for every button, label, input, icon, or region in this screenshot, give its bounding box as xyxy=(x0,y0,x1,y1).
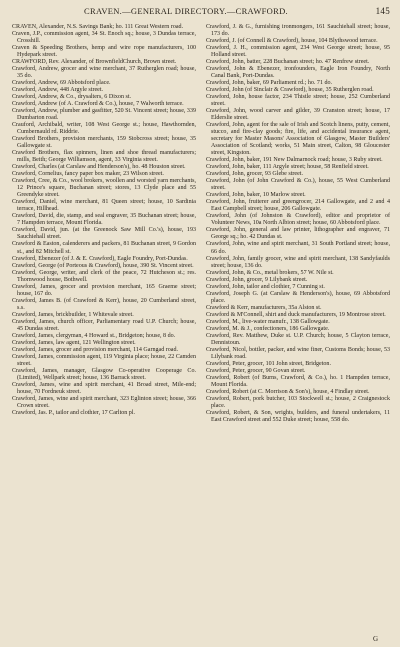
directory-entry: Crawford, Andrew, & Co., drysalters, 6 Dixon st. xyxy=(12,94,132,101)
directory-entry: Crawford, John, general and law printer, lithographer and engraver, 71 George sq.; ho. 42 Dundas st. xyxy=(206,227,390,241)
directory-entry: Crawford Brothers, provision merchants, 159 Stobcross street; house, 35 Gallowgate st. xyxy=(12,136,196,150)
directory-entry: Craven & Speeding Brothers, hemp and wire rope manufacturers, 100 Hydepark street. xyxy=(12,45,196,59)
directory-entry: Crawford, Jas. P., tailor and clothier, 17 Carlton pl. xyxy=(12,409,136,416)
directory-entry: Crawford, John, batter, 228 Buchanan street; ho. 47 Renfrew street. xyxy=(206,59,370,66)
directory-entry: Crawford, James, commission agent, 119 Virginia place; house, 22 Camden street. xyxy=(12,353,196,367)
directory-entry: Crawford, James, church officer, Parliamentary road U.P. Church; house, 45 Dundas street. xyxy=(12,318,196,332)
directory-entry: Crawford, Andrew (of A. Crawford & Co.), house, 7 Walworth terrace. xyxy=(12,101,184,108)
directory-entry: Crawford Brothers, flax spinners, linen and shoe thread manufacturers; mills, Beith; George Williamson, agent, 33 Virginia street. xyxy=(12,150,196,164)
directory-entry: Crawford, John, baker, 111 Argyle street; house, 58 Renfield street. xyxy=(206,164,369,171)
directory-entry: Crawford, David, jun. (at the Greenock Saw Mill Co.'s), house, 193 Sauchiehall street. xyxy=(12,227,196,241)
directory-entry: Crawford, David, die, stamp, and seal engraver, 35 Buchanan street; house, 7 Hampden terrace, Mount Florida. xyxy=(12,213,196,227)
directory-entry: Crawford, John, grocer, 93 Glebe street. xyxy=(206,171,303,178)
directory-entry: Crawford, John (of Johnston & Crawford), editor and proprietor of Volunteer News, 10a North Albion street; house, 60 Abbotsford place. xyxy=(206,213,390,227)
directory-entry: Crawford, James B. (of Crawford & Kerr), house, 20 Cumberland street, s.s. xyxy=(12,297,196,311)
directory-entry: Crawford, John, family grocer, wine and spirit merchant, 138 Sandyfaulds street; house, 136 do. xyxy=(206,255,390,269)
directory-entry: Crawford, J. & G., furnishing ironmongers, 161 Sauchiehall street; house, 173 do. xyxy=(206,24,390,38)
directory-entry: Crawford & Kerr, manufacturers, 35a Alston st. xyxy=(206,304,322,311)
signature-mark: G xyxy=(372,635,378,643)
directory-entry: Crawford, Robert (of Burns, Crawford, & Co.), ho. 1 Hampden terrace, Mount Florida. xyxy=(206,374,390,388)
directory-entry: Crawford, John (of John Crawford & Co.), house, 55 West Cumberland street. xyxy=(206,178,390,192)
directory-entry: Crawford, Peter, grocer, 90 Govan street. xyxy=(206,367,306,374)
directory-entry: CRAVEN, Alexander, N.S. Savings Bank; ho. 111 Great Western road. xyxy=(12,24,184,30)
directory-entry: Crawford, John, agent for the sale of Irish and Scotch linens, putty, cement, stucco, and fire-clay goods; fire, life, and accidental insurance agent, secretary for Master Masons' Association of Glasgow, Master Builders' Association of Scotland; works, 51 Main street, Calton, 98 Gloucester street, Kingston. xyxy=(206,122,390,157)
directory-entry: Crawford, Robert, & Son, wrights, builders, and funeral undertakers, 11 East Crawford street and 552 Duke street; house, 558 do. xyxy=(206,409,390,423)
directory-entry: Crawford, M., live-water manufr., 138 Gallowgate. xyxy=(206,318,330,325)
directory-entry: Crawford, John, wine and spirit merchant, 31 South Portland street; house, 66 do. xyxy=(206,241,390,255)
directory-entry: Crawford, Andrew, plumber and gasfitter, 520 St. Vincent street; house, 339 Dumbarton road. xyxy=(12,108,196,122)
directory-entry: Crawford, Andrew, 69 Abbotsford place. xyxy=(12,80,111,87)
directory-entry: Crawford & M'Connell, shirt and duck manufacturers, 19 Montrose street. xyxy=(206,311,386,318)
directory-entry: Crawford, James, law agent, 121 Wellington street. xyxy=(12,339,136,346)
directory-entry: Crawford, Robert (at C. Morrison & Son's), house, 4 Findlay street. xyxy=(206,388,370,395)
right-column xyxy=(206,24,390,424)
directory-entry: Crawford, John, fruiterer and greengrocer, 214 Gallowgate, and 2 and 4 East Campbell street; house, 206 Gallowgate. xyxy=(206,199,390,213)
directory-entry: Crawford, James, manager, Glasgow Co-operative Cooperage Co. (Limited), Wellpark street; house, 136 Barrack street. xyxy=(12,367,196,381)
directory-entry: Crawford, John, grocer, 9 Lilybank street. xyxy=(206,276,308,283)
directory-entry: Crawford & Easton, calenderers and packers, 81 Buchanan street, 9 Gordon st., and 82 Mitchell st. xyxy=(12,241,196,255)
directory-entry: Crawford, John, house factor, 234 Thistle street; house, 252 Cumberland street. xyxy=(206,94,390,108)
directory-entry: Crawford, Charles (at Carslaw and Henderson's), ho. 48 Houston street. xyxy=(12,164,186,171)
directory-entry: Crawford, John, tailor and clothier, 7 Cunning st. xyxy=(206,283,325,290)
directory-entry: Crawford, Rev. Matthew, Duke st. U.P. Church; house, 5 Clayton terrace, Dennistoun. xyxy=(206,332,390,346)
directory-entry: Crawford, Peter, grocer, 101 John street, Bridgeton. xyxy=(206,360,331,367)
directory-entry: Crawford, Nicol, bottler, packer, and wine finer, Customs Bonds; house, 53 Lilybank road. xyxy=(206,346,390,360)
directory-entry: Crawford, Cornelius, fancy paper box maker, 23 Wilson street. xyxy=(12,171,164,178)
directory-entry: Crawford, Daniel, wine merchant, 81 Queen street; house, 10 Sardinia terrace, Hillhead. xyxy=(12,199,196,213)
directory-entry: Crawford, M. & J., confectioners, 186 Gallowgate. xyxy=(206,325,330,332)
directory-entry: Crawford, Andrew, grocer and wine merchant, 37 Rutherglen road; house, 35 do. xyxy=(12,66,196,80)
directory-entry: Crawford, John, wood carver and gilder, 39 Cranston street; house, 17 Elderslie street. xyxy=(206,108,390,122)
directory-entry: Crawford, James, grocer and provision merchant, 165 Graeme street; house, 167 do. xyxy=(12,283,196,297)
directory-entry: Crawford, James, clergyman, 4 Howard st., Bridgeton; house, 8 do. xyxy=(12,332,176,339)
directory-entry: Crauford, Archibald, writer, 108 West George st.; house, Hawthornden, Cumbernauld rd. Riddrie. xyxy=(12,122,196,136)
directory-entry: Crawford, J. (of Connell & Crawford), house, 104 Blythswood terrace. xyxy=(206,38,378,45)
directory-entry: Crawford, John, & Co., metal brokers, 57 W. Nile st. xyxy=(206,269,334,276)
directory-entry: Crawford, Andrew, 448 Argyle street. xyxy=(12,87,104,94)
directory-entry: Crawford, John, baker, 10 Marlow street. xyxy=(206,192,306,199)
directory-entry: Crawford, James, grocer and provision merchant, 114 Garngad road. xyxy=(12,346,179,353)
directory-entry: CRAWFORD, Rev. Alexander, of BrownfieldChurch, Brown street. xyxy=(12,59,177,66)
directory-entry: Crawford, Ebenezer (of J. & E. Crawford), Eagle Foundry, Port-Dundas. xyxy=(12,255,188,262)
directory-entry: Crawford, Joseph G. (at Carslaw & Henderson's), house, 69 Abbotsford place. xyxy=(206,290,390,304)
directory-entry: Crawford, George (of Porteous & Crawford), house, 390 St. Vincent street. xyxy=(12,262,194,269)
directory-columns xyxy=(12,24,390,424)
directory-entry: Crawford, J. H., commission agent, 234 West George street; house, 95 Holland street. xyxy=(206,45,390,59)
page-number: 145 xyxy=(375,6,390,16)
left-column xyxy=(12,24,196,424)
directory-entry: Crawford, John, baker, 69 Parliament rd.; ho. 71 do. xyxy=(206,80,333,87)
directory-entry: Crawford, James, wine and spirit merchant, 323 Eglinton street; house, 366 Crown street. xyxy=(12,395,196,409)
directory-entry: Crawford, James, wine and spirit merchant, 41 Broad street, Mile-end; house, 70 Fordneuk street. xyxy=(12,381,196,395)
running-title: CRAVEN.—GENERAL DIRECTORY.—CRAWFORD. xyxy=(84,6,288,16)
running-header xyxy=(12,6,390,22)
directory-entry: Craven, J.P., commission agent, 34 St. Enoch sq.; house, 3 Dundas terrace, Crosshill. xyxy=(12,31,196,45)
directory-entry: Crawford, John, baker, 191 New Dalmarnock road; house, 3 Ruby street. xyxy=(206,157,383,164)
directory-entry: Crawford, John & Ebenezer, ironfounders, Eagle Iron Foundry, North Canal Bank, Port-Dundas. xyxy=(206,66,390,80)
directory-entry: Crawford, George, writer, and clerk of the peace, 72 Hutcheson st.; res. Thornwood house, Bothwell. xyxy=(12,269,196,283)
directory-entry: Crawford, James, brickbuilder, 1 Whitevale street. xyxy=(12,311,134,318)
directory-entry: Crawford, Cree, & Co., wool brokers, woollen and worsted yarn merchants, 12 Prince's square, Buchanan street; stores, 13 Clyde place and 55 Greendyke street. xyxy=(12,178,196,199)
directory-entry: Crawford, John (of Sinclair & Crawford), house, 35 Rutherglen road. xyxy=(206,87,374,94)
directory-entry: Crawford, Robert, pork butcher, 103 Stockwell st.; house, 2 Craignestock place. xyxy=(206,395,390,409)
